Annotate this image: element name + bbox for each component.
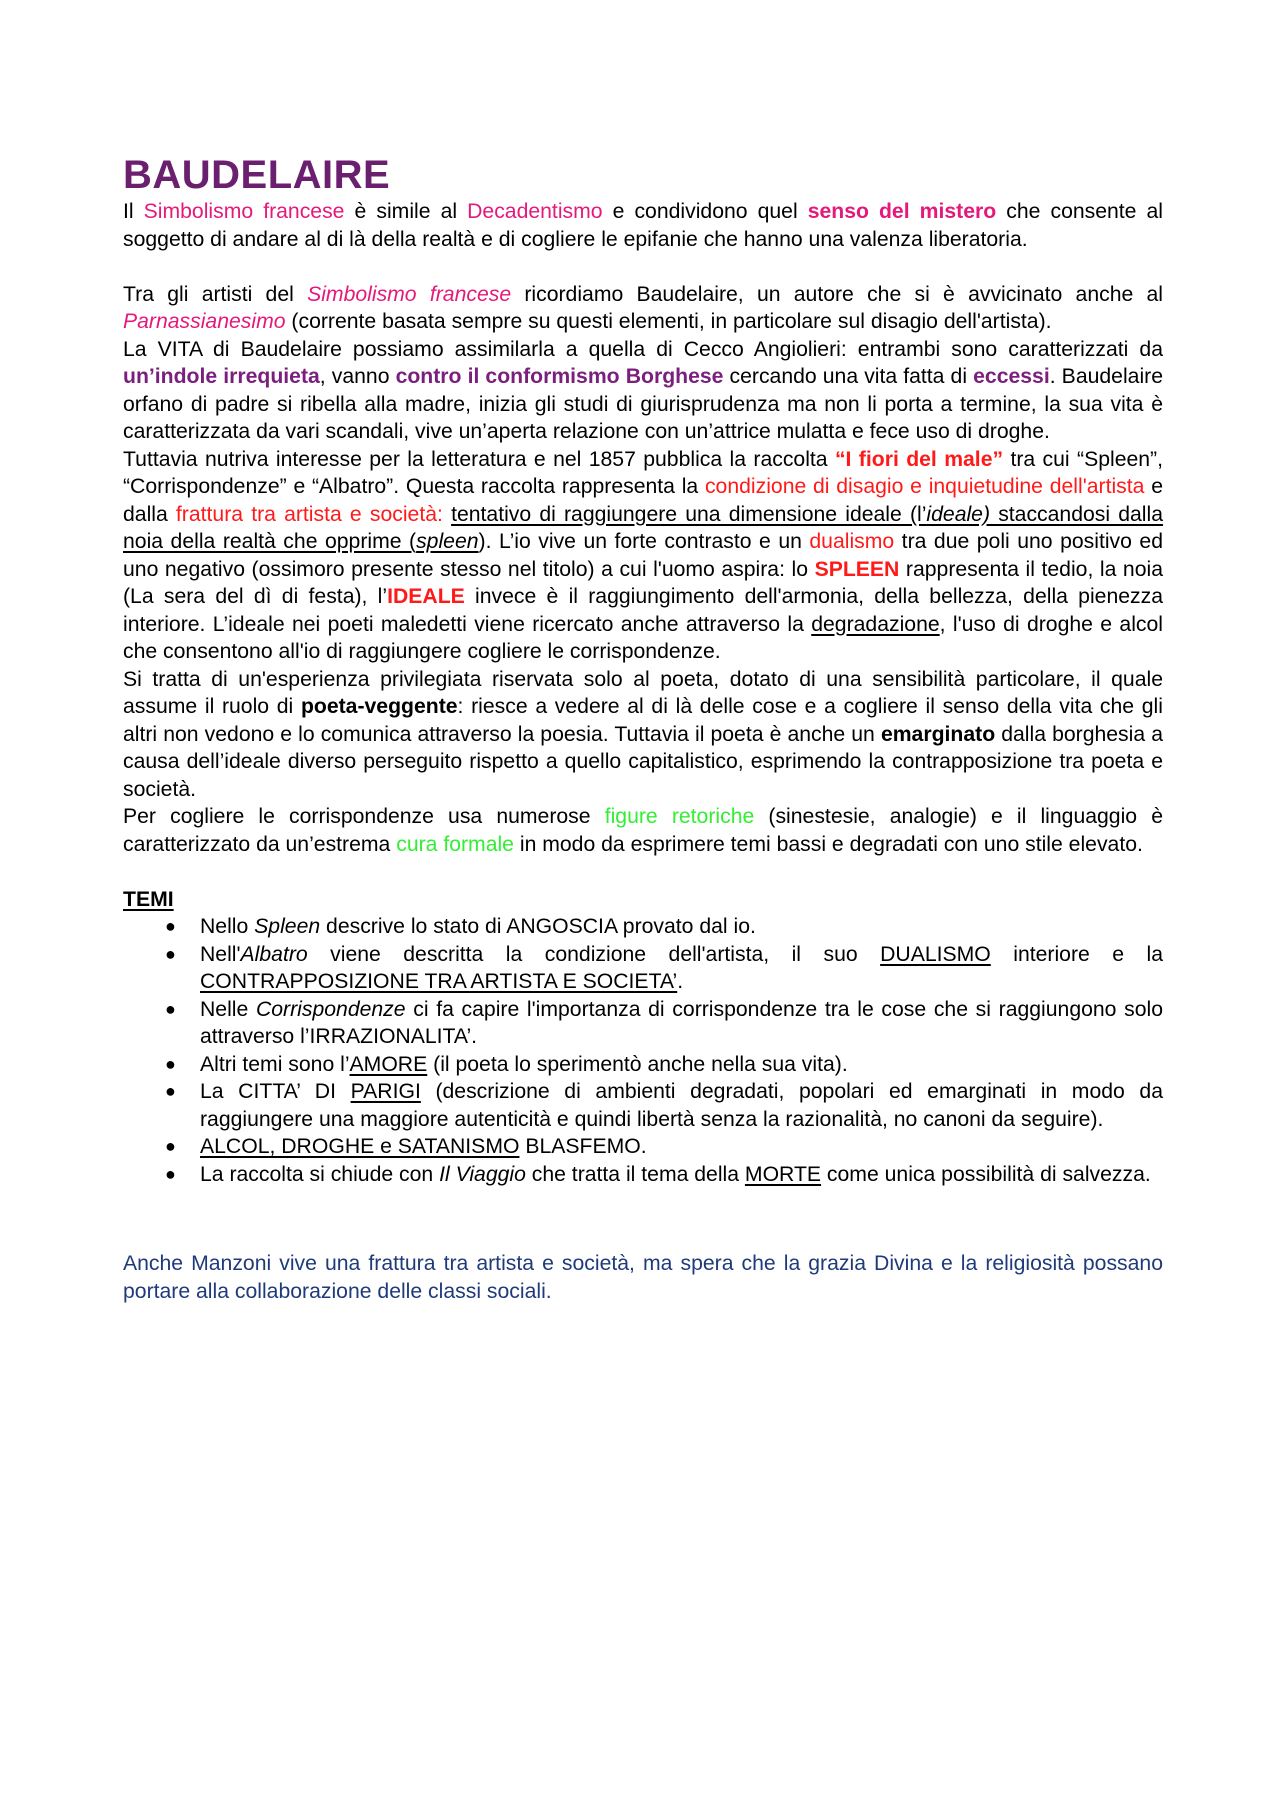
term-frattura: frattura tra artista e società: bbox=[175, 502, 443, 526]
paragraph-fiori-del-male: Tuttavia nutriva interesse per la letteratura e nel 1857 pubblica la raccolta “I fiori del male” tra cui “Spleen”, “Corrispondenze” e “Albatro”. Questa raccolta rappresenta la condizione di disagio e inquietudine dell'artista e dalla frattura tra artista e società: tentativo di raggiungere una dimensione ideale (l’ideale) staccandosi dalla noia della realtà che opprime (spleen). L’io vive un forte contrasto e un dualismo tra due poli uno positivo ed uno negativo (ossimoro presente stesso nel titolo) a cui l'uomo aspira: lo SPLEEN rappresenta il tedio, la noia (La sera del dì di festa), l’IDEALE invece è il raggiungimento dell'armonia, della bellezza, della pienezza interiore. L’ideale nei poeti maledetti viene ricercato anche attraverso la degradazione, l'uso di droghe e alcol che consentono all'io di raggiungere cogliere le corrispondenze. bbox=[123, 447, 1163, 663]
term-decadentismo: Decadentismo bbox=[467, 200, 603, 223]
spacer bbox=[123, 253, 1163, 281]
paragraph-artisti: Tra gli artisti del Simbolismo francese ricordiamo Baudelaire, un autore che si è avvicinato anche al Parnassianesimo (corrente basata sempre su questi elementi, in particolare sul disagio dell'artista). bbox=[123, 282, 1164, 333]
paragraph-poeta-veggente: Si tratta di un'esperienza privilegiata riservata solo al poeta, dotato di una sensibilità particolare, il quale assume il ruolo di poeta-veggente: riesce a vedere al di là delle cose e a cogliere il senso della vita che gli altri non vedono e lo comunica attraverso la poesia. Tuttavia il poeta è anche un emarginato dalla borghesia a causa dell’ideale diverso perseguito rispetto a quello capitalistico, esprimendo la contrapposizione tra poeta e società. bbox=[123, 667, 1164, 801]
list-item: ● Nelle Corrispondenze ci fa capire l'importanza di corrispondenze tra le cose che si raggiungono solo attraverso l’IRRAZIONALITA’. bbox=[165, 997, 1163, 1048]
list-item: ● Nell'Albatro viene descritta la condizione dell'artista, il suo DUALISMO interiore e la CONTRAPPOSIZIONE TRA ARTISTA E SOCIETA’. bbox=[165, 942, 1163, 993]
term-parnassianesimo: Parnassianesimo bbox=[123, 310, 286, 333]
bullet-icon: ● bbox=[165, 1081, 176, 1101]
term-eccessi: eccessi bbox=[973, 365, 1050, 388]
term-cura-formale: cura formale bbox=[396, 832, 514, 856]
list-item: ● ALCOL, DROGHE e SATANISMO BLASFEMO. bbox=[123, 1133, 1163, 1161]
term-emarginato: emarginato bbox=[880, 722, 996, 746]
bullet-icon: ● bbox=[165, 1136, 176, 1156]
term-poeta-veggente: poeta-veggente bbox=[300, 695, 458, 718]
list-item: ● La CITTA’ DI PARIGI (descrizione di ambienti degradati, popolari ed emarginati in modo da raggiungere una maggiore autenticità e quindi libertà senza la razionalità, no canoni da seguire). bbox=[165, 1080, 1163, 1131]
paragraph-manzoni: Anche Manzoni vive una frattura tra artista e società, ma spera che la grazia Divina e la religiosità possano portare alla collaborazione delle classi sociali. bbox=[123, 1252, 1163, 1303]
list-item: ● Altri temi sono l’AMORE (il poeta lo sperimentò anche nella sua vita). bbox=[123, 1051, 1163, 1079]
term-senso-del-mistero: senso del mistero bbox=[807, 200, 997, 223]
spacer bbox=[123, 858, 1163, 886]
term-simbolismo-italic: Simbolismo francese bbox=[307, 282, 512, 306]
bullet-icon: ● bbox=[165, 916, 176, 936]
underlined-tentativo: tentativo di raggiungere una dimensione ideale (l’ideale) staccandosi dalla noia della realtà che opprime (spleen bbox=[123, 502, 1163, 553]
list-item: ● La raccolta si chiude con Il Viaggio che tratta il tema della MORTE come unica possibilità di salvezza. bbox=[123, 1161, 1163, 1189]
term-spleen: SPLEEN bbox=[814, 557, 900, 581]
paragraph-vita: La VITA di Baudelaire possiamo assimilarla a quella di Cecco Angiolieri: entrambi sono caratterizzati da un’indole irrequieta, vanno contro il conformismo Borghese cercando una vita fatta di eccessi. Baudelaire orfano di padre si ribella alla madre, inizia gli studi di giurisprudenza ma non li porta a termine, la sua vita è caratterizzata da vari scandali, vive un’aperta relazione con un’attrice mulatta e fece uso di droghe. bbox=[123, 337, 1163, 443]
page-title: BAUDELAIRE bbox=[123, 153, 391, 197]
temi-list bbox=[123, 913, 1163, 1188]
term-condizione-disagio: condizione di disagio e inquietudine dell'artista bbox=[704, 475, 1145, 498]
term-simbolismo: Simbolismo francese bbox=[143, 200, 345, 223]
paragraph-intro: Il Simbolismo francese è simile al Decadentismo e condividono quel senso del mistero che consente al soggetto di andare al di là della realtà e di cogliere le epifanie che hanno una valenza liberatoria. bbox=[123, 200, 1164, 251]
section-heading-temi: TEMI bbox=[123, 887, 174, 911]
term-ideale: IDEALE bbox=[387, 585, 465, 608]
list-item: ● Nello Spleen descrive lo stato di ANGOSCIA provato dal io. bbox=[123, 913, 1163, 941]
term-degradazione: degradazione bbox=[811, 612, 940, 636]
document-body bbox=[123, 152, 1163, 1305]
term-indole: un’indole irrequieta bbox=[123, 365, 320, 388]
bullet-icon: ● bbox=[165, 1053, 176, 1074]
term-figure-retoriche: figure retoriche bbox=[604, 805, 755, 828]
bullet-icon: ● bbox=[165, 943, 176, 964]
paragraph-corrispondenze: Per cogliere le corrispondenze usa numerose figure retoriche (sinestesie, analogie) e il linguaggio è caratterizzato da un’estrema cura formale in modo da esprimere temi bassi e degradati con uno stile elevato. bbox=[123, 805, 1163, 856]
term-conformismo: contro il conformismo Borghese bbox=[395, 365, 724, 388]
bullet-icon: ● bbox=[165, 1163, 176, 1184]
spacer bbox=[123, 1188, 1163, 1250]
bullet-icon: ● bbox=[165, 998, 176, 1019]
term-fiori-del-male: “I fiori del male” bbox=[834, 447, 1004, 471]
term-dualismo: dualismo bbox=[809, 530, 895, 553]
